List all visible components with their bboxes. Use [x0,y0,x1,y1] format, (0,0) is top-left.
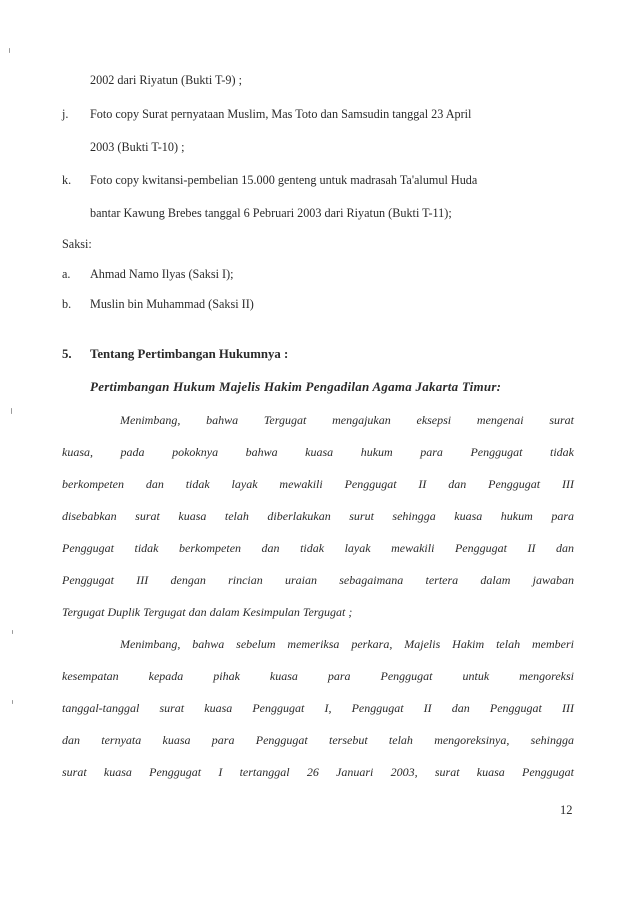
paragraph-line: surat kuasa Penggugat I tertanggal 26 Januari 2003, surat kuasa Penggugat [62,765,574,779]
saksi-item-a [62,266,234,282]
saksi-item-b [62,296,254,312]
section-title: Tentang Pertimbangan Hukumnya : [90,347,289,361]
scan-speck [12,630,13,634]
paragraph-line: dan ternyata kuasa para Penggugat tersebut telah mengoreksinya, sehingga [62,733,574,747]
list-item-j [62,106,471,122]
list-marker: a. [62,267,71,281]
list-item-continuation: bantar Kawung Brebes tanggal 6 Pebruari 2003 dari Riyatun (Bukti T-11); [90,206,452,220]
paragraph-line: disebabkan surat kuasa telah diberlakukan surut sehingga kuasa hukum para [62,509,574,523]
section-heading [62,346,288,362]
paragraph-line: Penggugat III dengan rincian uraian sebagaimana tertera dalam jawaban [62,573,574,587]
saksi-name: Muslin bin Muhammad (Saksi II) [90,297,254,311]
paragraph-line: Menimbang, bahwa Tergugat mengajukan eksepsi mengenai surat [120,413,574,427]
paragraph-line: tanggal-tanggal surat kuasa Penggugat I, Penggugat II dan Penggugat III [62,701,574,715]
list-item-text: Foto copy Surat pernyataan Muslim, Mas Toto dan Samsudin tanggal 23 April [90,107,472,121]
saksi-name: Ahmad Namo Ilyas (Saksi I); [90,267,234,281]
subheading: Pertimbangan Hukum Majelis Hakim Pengadilan Agama Jakarta Timur: [90,379,502,394]
list-item-continuation: 2002 dari Riyatun (Bukti T-9) ; [90,73,242,87]
paragraph-line: kesempatan kepada pihak kuasa para Penggugat untuk mengoreksi [62,669,574,683]
page-number: 12 [560,803,573,817]
scan-speck [11,408,12,414]
list-marker: j. [62,107,69,121]
scan-speck [9,48,10,53]
paragraph-line: Tergugat Duplik Tergugat dan dalam Kesimpulan Tergugat ; [62,605,353,619]
scan-speck [12,700,13,704]
paragraph-line: kuasa, pada pokoknya bahwa kuasa hukum para Penggugat tidak [62,445,574,459]
saksi-label: Saksi: [62,237,92,251]
list-item-continuation: 2003 (Bukti T-10) ; [90,140,185,154]
list-item-text: Foto copy kwitansi-pembelian 15.000 genteng untuk madrasah Ta'alumul Huda [90,173,478,187]
list-marker: b. [62,297,72,311]
paragraph-line: Menimbang, bahwa sebelum memeriksa perkara, Majelis Hakim telah memberi [120,637,574,651]
paragraph-line: berkompeten dan tidak layak mewakili Penggugat II dan Penggugat III [62,477,574,491]
section-number: 5. [62,347,72,361]
paragraph-line: Penggugat tidak berkompeten dan tidak layak mewakili Penggugat II dan [62,541,574,555]
list-marker: k. [62,173,72,187]
list-item-k [62,172,477,188]
